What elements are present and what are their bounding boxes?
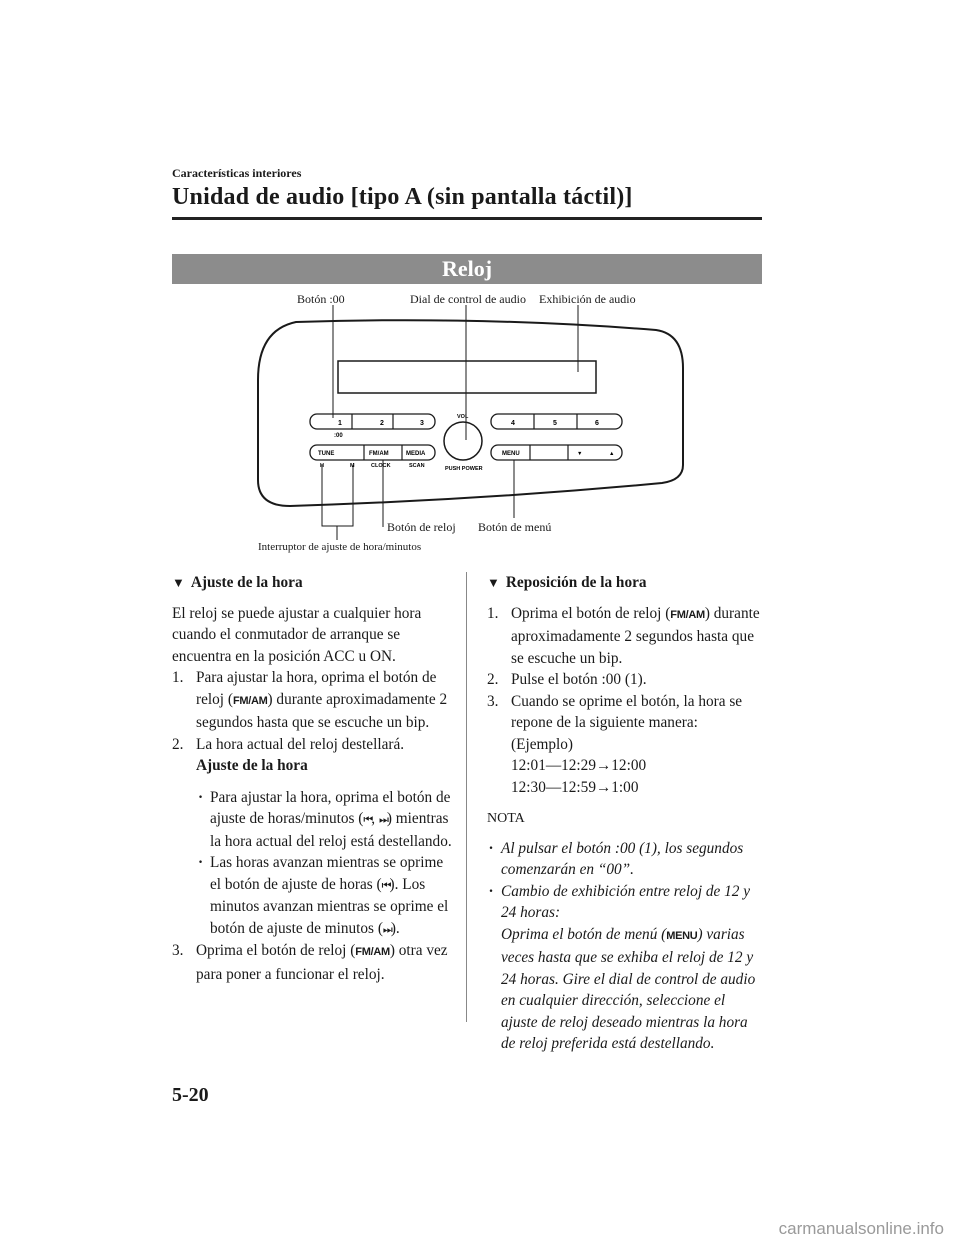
fm-am-chip: FM/AM: [355, 946, 390, 958]
r-step-1: 1. Oprima el botón de reloj (FM/AM) durante aproximadamente 2 segundos hasta que se escuche un bip.: [487, 604, 760, 667]
preset-5-label: 5: [553, 420, 557, 427]
step-1: 1. Para ajustar la hora, oprima el botón de reloj (FM/AM) durante aproximadamente 2 segundos hasta que se escuche un bip.: [172, 669, 448, 731]
audio-display: [338, 361, 596, 393]
example-label: (Ejemplo): [511, 735, 574, 753]
triangle-marker-icon: ▼: [172, 575, 185, 590]
preset-4-label: 4: [511, 420, 515, 427]
push-power-label: PUSH POWER: [445, 466, 483, 472]
page-title: Unidad de audio [tipo A (sin pantalla táctil)]: [172, 184, 633, 210]
heading-reposicion: ▼ Reposición de la hora: [487, 574, 647, 591]
sub-h-label: H: [320, 463, 324, 469]
preset-1-label: 1: [338, 420, 342, 427]
skip-forward-icon: ⏭: [382, 922, 391, 936]
preset-3-label: 3: [420, 420, 424, 427]
media-label: MEDIA: [406, 451, 426, 457]
clock-label: CLOCK: [371, 463, 391, 469]
bullet-1: · Para ajustar la hora, oprima el botón de ajuste de horas/minutos (⏮, ⏭) mientras la hora actual del reloj está destellando.: [196, 787, 452, 853]
r-step-2: 2. Pulse el botón :00 (1).: [487, 671, 647, 688]
scan-label: SCAN: [409, 463, 425, 469]
tune-label: TUNE: [318, 451, 335, 457]
step-2: 2. La hora actual del reloj destellará. Ajuste de la hora: [172, 734, 452, 777]
column-divider: [466, 572, 467, 1022]
menu-chip: MENU: [666, 929, 698, 942]
callout-boton-menu: Botón de menú: [478, 520, 552, 534]
callout-dial-control: Dial de control de audio: [410, 292, 526, 306]
skip-back-icon: ⏮: [363, 813, 372, 826]
page-number: 5-20: [172, 1084, 209, 1106]
preset-group-left: [310, 414, 435, 429]
note-2: · Cambio de exhibición entre reloj de 12 y 24 horas: Oprima el botón de menú (MENU) varias veces hasta que se exhiba el reloj de 12 y 24 horas. Gire el dial de control de audio en cualquier dirección, seleccione el ajuste de reloj deseado mientras la hora de reloj preferida está destellando.: [487, 881, 762, 1055]
step-2-subheading: Ajuste de la hora: [196, 757, 308, 774]
sub-00-label: :00: [334, 433, 343, 439]
up-arrow-icon: ▲: [609, 451, 615, 457]
intro-paragraph: El reloj se puede ajustar a cualquier hora cuando el conmutador de arranque se encuentra en la posición ACC u ON.: [172, 604, 422, 665]
skip-back-icon: ⏮: [381, 878, 390, 892]
watermark: carmanualsonline.info: [778, 1219, 944, 1238]
note-1: · Al pulsar el botón :00 (1), los segundos comenzarán en “00”.: [487, 838, 762, 881]
r-step-3: 3. Cuando se oprime el botón, la hora se repone de la siguiente manera: (Ejemplo) 12:01―12:29→12:00 12:30―12:59→1:00: [487, 691, 762, 799]
volume-knob: [444, 422, 482, 460]
section-label: Características interiores: [172, 166, 302, 180]
callout-boton-reloj: Botón de reloj: [387, 520, 456, 534]
fm-am-chip: FM/AM: [232, 694, 268, 707]
callout-exhibicion: Exhibición de audio: [539, 292, 636, 306]
skip-forward-icon: ⏭: [378, 813, 387, 826]
preset-2-label: 2: [380, 420, 384, 427]
fm-am-chip: FM/AM: [670, 608, 705, 621]
note-label: NOTA: [487, 811, 525, 826]
fm-am-label: FM/AM: [369, 451, 389, 457]
example-line-1: 12:01―12:29→12:00: [511, 757, 647, 774]
left-column: [172, 572, 452, 985]
callout-interruptor: Interruptor de ajuste de hora/minutos: [258, 541, 422, 553]
down-arrow-icon: ▼: [577, 451, 583, 457]
menu-label: MENU: [502, 451, 520, 457]
bullet-2: · Las horas avanzan mientras se oprime el botón de ajuste de horas (⏮). Los minutos avanzan mientras se oprime el botón de ajuste de minutos (⏭).: [196, 852, 452, 940]
heading-ajuste: ▼ Ajuste de la hora: [172, 574, 303, 591]
vol-label: VOL: [457, 414, 469, 420]
preset-6-label: 6: [595, 420, 599, 427]
step-3: 3. Oprima el botón de reloj (FM/AM) otra vez para poner a funcionar el reloj.: [172, 942, 448, 983]
section-banner: Reloj: [172, 254, 762, 284]
callout-boton-00: Botón :00: [297, 292, 345, 306]
right-column: [487, 572, 762, 1055]
triangle-marker-icon: ▼: [487, 575, 500, 590]
leader-interruptor-bracket: [322, 465, 353, 526]
audio-unit-diagram: [0, 0, 960, 600]
example-line-2: 12:30―12:59→1:00: [511, 778, 639, 796]
sub-m-label: M: [350, 463, 355, 469]
